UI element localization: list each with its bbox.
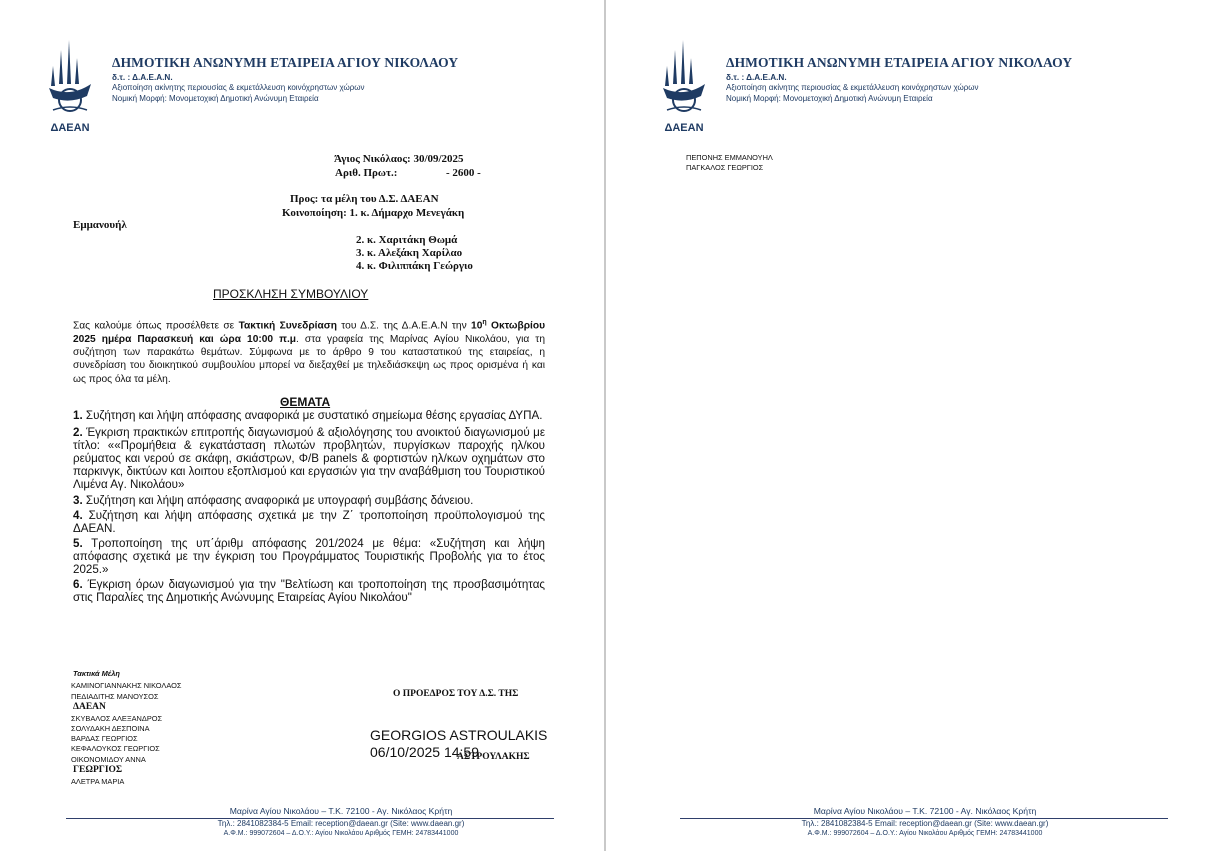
company-name: ΔΗΜΟΤΙΚΗ ΑΝΩΝΥΜΗ ΕΤΑΙΡΕΙΑ ΑΓΙΟΥ ΝΙΚΟΛΑΟΥ <box>726 55 1073 70</box>
footer-contact: Τηλ.: 2841082384-5 Email: reception@daean.gr (Site: www.daean.gr) <box>217 819 465 828</box>
footer-tax: Α.Φ.Μ.: 999072604 – Δ.Ο.Υ.: Αγίου Νικολάου Αριθμός ΓΕΜΗ: 24783441000 <box>223 830 459 837</box>
recipients-cc-continued: Εμμανουήλ <box>73 219 127 231</box>
intro-session-type: Τακτική Συνεδρίαση <box>238 320 337 332</box>
topic-item <box>73 537 545 576</box>
president-first-name: ΓΕΩΡΓΙΟΣ <box>73 765 123 775</box>
footer-tax: Α.Φ.Μ.: 999072604 – Δ.Ο.Υ.: Αγίου Νικολάου Αριθμός ΓΕΜΗ: 24783441000 <box>807 830 1043 837</box>
topic-number: 1. <box>73 409 83 422</box>
signature-name: GEORGIOS ASTROULAKIS <box>370 727 548 743</box>
intro-day: 10 <box>471 320 483 332</box>
letterhead <box>112 55 458 104</box>
logo-text: ΔΑΕΑΝ <box>50 122 90 134</box>
company-short-name: δ.τ. : Δ.Α.Ε.Α.Ν. <box>112 73 173 82</box>
member-name: ΠΑΓΚΑΛΟΣ ΓΕΩΡΓΙΟΣ <box>686 163 764 172</box>
logo-text: ΔΑΕΑΝ <box>664 122 704 134</box>
member-name: ΠΕΔΙΑΔΙΤΗΣ ΜΑΝΟΥΣΟΣ <box>71 692 159 701</box>
topic-item <box>73 409 545 422</box>
president-last-name: ΑΣΤΡΟΥΛΑΚΗΣ <box>457 752 530 762</box>
company-activity: Αξιοποίηση ακίνητης περιουσίας & εκμετάλλευση κοινόχρηστων χώρων <box>726 83 979 92</box>
daean-logo <box>661 38 707 134</box>
topic-text: Τροποποίηση της υπ΄άριθμ απόφασης 201/2024 με θέμα: «Συζήτηση και λήψη απόφασης σχετικά με την έγκριση του Προγράμματος Τουριστικής Προβολής για το έτος 2025.» <box>73 536 545 577</box>
recipient-cc-3: 3. κ. Αλεξάκη Χαρίλαο <box>356 247 463 259</box>
footer-details <box>650 819 1200 837</box>
topic-item <box>73 509 545 535</box>
recipients-to: Προς: τα μέλη του Δ.Σ. ΔΑΕΑΝ <box>290 193 439 205</box>
letterhead <box>726 55 1072 104</box>
topic-number: 2. <box>73 426 83 440</box>
document-page-2 <box>606 0 1212 851</box>
daean-logo <box>47 38 93 134</box>
digital-signature <box>370 727 547 761</box>
topic-number: 5. <box>73 536 83 550</box>
intro-text-3: . στα γραφεία της Μαρίνας Αγίου Νικολάου, για τη συζήτηση των παρακάτω θεμάτων. Σύμφωνα με το άρθρο 9 του καταστατικού της εταιρείας, η συνεδρίαση του διοικητικού συμβουλίου μπορεί να διεξαχθεί με τηλεδιάσκεψη ως προς ορισμένα ή και ως προς όλα τα μέλη. <box>73 333 545 385</box>
topic-number: 4. <box>73 508 83 522</box>
footer-address: Μαρίνα Αγίου Νικολάου – Τ.Κ. 72100 - Αγ. Νικόλαος Κρήτη <box>229 806 453 816</box>
topic-item <box>73 426 545 491</box>
intro-date-time: Οκτωβρίου 2025 ημέρα Παρασκευή και ώρα 10:00 π.μ <box>73 320 545 345</box>
topic-item <box>73 578 545 604</box>
president-title: Ο ΠΡΟΕΔΡΟΣ ΤΟΥ Δ.Σ. ΤΗΣ <box>393 689 519 699</box>
member-name: ΚΑΜΙΝΟΓΙΑΝΝΑΚΗΣ ΝΙΚΟΛΑΟΣ <box>71 681 182 690</box>
invitation-title: ΠΡΟΣΚΛΗΣΗ ΣΥΜΒΟΥΛΙΟΥ <box>213 287 369 301</box>
topic-text: Έγκριση όρων διαγωνισμού για την "Βελτίωση και τροποποίηση της προσβασιμότητας στις Παραλίες της Δημοτικής Ανώνυμης Εταιρείας Αγίου Νικολάου" <box>73 578 545 605</box>
signature-date: 06/10/2025 14:59 <box>370 744 479 760</box>
member-name: ΟΙΚΟΝΟΜΙΔΟΥ ΑΝΝΑ <box>71 755 146 764</box>
topic-text: Συζήτηση και λήψη απόφασης αναφορικά με υπογραφή συμβάσης δάνειου. <box>85 493 474 507</box>
intro-text-2: του Δ.Σ. της Δ.Α.Ε.Α.Ν την <box>336 320 467 332</box>
protocol-label: Αριθ. Πρωτ.: <box>335 167 398 179</box>
members-title: Τακτικά Μέλη <box>73 669 120 678</box>
footer <box>66 806 616 816</box>
recipients-cc: Κοινοποίηση: 1. κ. Δήμαρχο Μενεγάκη <box>282 207 465 219</box>
intro-day-suffix: η <box>482 319 487 326</box>
document-page-1 <box>0 0 604 851</box>
topic-text: Συζήτηση και λήψη απόφασης σχετικά με την Ζ΄ τροποποίηση προϋπολογισμού της ΔΑΕΑΝ. <box>73 508 545 535</box>
topic-text: Έγκριση πρακτικών επιτροπής διαγωνισμού & αξιολόγησης του ανοικτού διαγωνισμού με τίτλο: ««Προμήθεια & εγκατάσταση πλωτών προβλητών, πυργίσκων παροχής ηλ/κου ρεύματος και νερού σε σκάφη, σκιάστρων, Φ/Β panels & φορτιστών ηλ/κων οχημάτων στο παρκινγκ, δικτύων και λοιπου εξοπλισμού και εργασιών για την αναβάθμιση του Τουριστικού Λιμένα Αγ. Νικολάου» <box>73 426 545 492</box>
recipient-cc-2: 2. κ. Χαριτάκη Θωμά <box>356 234 458 246</box>
member-name: ΒΑΡΔΑΣ ΓΕΩΡΓΙΟΣ <box>71 734 138 743</box>
protocol-value: - 2600 - <box>446 167 481 179</box>
topics-list <box>73 409 545 604</box>
company-short-name: δ.τ. : Δ.Α.Ε.Α.Ν. <box>726 73 787 82</box>
intro-text-1: Σας καλούμε όπως προσέλθετε σε <box>73 320 239 332</box>
footer-contact: Τηλ.: 2841082384-5 Email: reception@daean.gr (Site: www.daean.gr) <box>801 819 1049 828</box>
topics-title: ΘΕΜΑΤΑ <box>280 395 331 409</box>
president-org: ΔΑΕΑΝ <box>73 702 106 712</box>
topic-item <box>73 494 545 507</box>
invitation-intro <box>73 316 545 386</box>
company-legal-form: Νομική Μορφή: Μονομετοχική Δημοτική Ανώνυμη Εταιρεία <box>726 94 933 103</box>
topic-number: 6. <box>73 578 83 592</box>
recipient-cc-4: 4. κ. Φιλιππάκη Γεώργιο <box>356 260 473 272</box>
footer-address: Μαρίνα Αγίου Νικολάου – Τ.Κ. 72100 - Αγ. Νικόλαος Κρήτη <box>813 806 1037 816</box>
footer-details <box>66 819 616 837</box>
member-name: ΣΟΛΥΔΑΚΗ ΔΕΣΠΟΙΝΑ <box>71 724 150 733</box>
member-name: ΣΚΥΒΑΛΟΣ ΑΛΕΞΑΝΔΡΟΣ <box>71 714 163 723</box>
member-name: ΠΕΠΟΝΗΣ ΕΜΜΑΝΟΥΗΛ <box>686 153 773 162</box>
place-date: Άγιος Νικόλαος: 30/09/2025 <box>334 153 464 165</box>
topic-number: 3. <box>73 493 83 507</box>
company-name: ΔΗΜΟΤΙΚΗ ΑΝΩΝΥΜΗ ΕΤΑΙΡΕΙΑ ΑΓΙΟΥ ΝΙΚΟΛΑΟΥ <box>112 55 459 70</box>
member-name: ΚΕΦΑΛΟΥΚΟΣ ΓΕΩΡΓΙΟΣ <box>71 744 160 753</box>
member-name: ΑΛΕΤΡΑ ΜΑΡΙΑ <box>71 777 125 786</box>
topic-text: Συζήτηση και λήψη απόφασης αναφορικά με συστατικό σημείωμα θέσης εργασίας ΔΥΠΑ. <box>85 409 543 422</box>
company-legal-form: Νομική Μορφή: Μονομετοχική Δημοτική Ανώνυμη Εταιρεία <box>112 94 319 103</box>
footer <box>650 806 1200 816</box>
company-activity: Αξιοποίηση ακίνητης περιουσίας & εκμετάλλευση κοινόχρηστων χώρων <box>112 83 365 92</box>
